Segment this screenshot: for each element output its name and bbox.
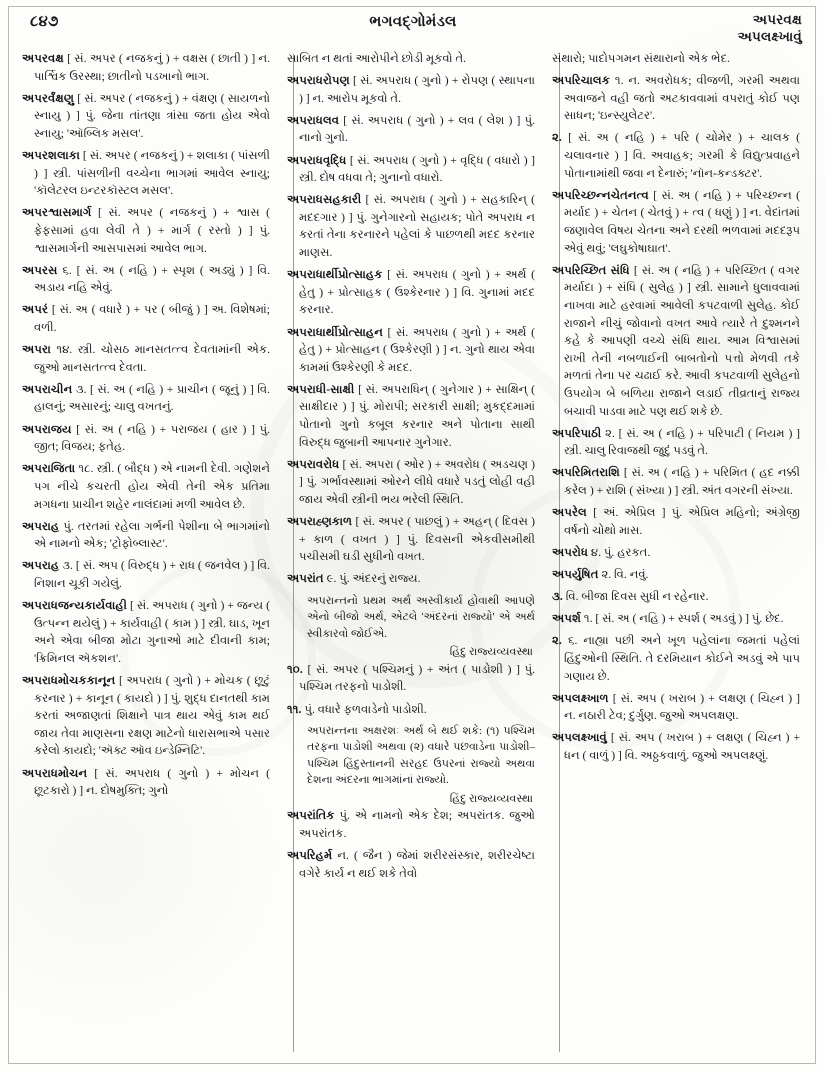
entry-definition: ૩. [ સં. અપ ( વિરુદ્ધ ) + રાધ ( જનવેલ ) ] વિ. નિશાન ચૂકી ગયેલું. xyxy=(34,559,270,590)
dictionary-entry xyxy=(287,72,535,107)
entry-definition: ૨. વિ. નવું. xyxy=(598,567,649,581)
entry-headword: અપરાધાર્થીપ્રોત્સાહન xyxy=(287,325,383,339)
entry-headword: અપરવક્ષ xyxy=(22,52,64,65)
entry-headword: અપરાધજન્યકાર્યવાહી xyxy=(22,599,128,613)
entry-continuation: સંથારો; પાદોપગમન સંથારાનો એક ભેદ. xyxy=(552,52,730,65)
dictionary-entry xyxy=(22,381,270,416)
entry-sense-number: ૨. xyxy=(552,131,562,145)
entry-headword: અપરિચ્છન્નચેતનત્વ xyxy=(552,188,649,202)
dictionary-entry xyxy=(22,262,270,297)
column-2 xyxy=(279,50,544,1055)
dictionary-entry xyxy=(287,570,535,588)
page-number: ૮૪૭ xyxy=(30,14,59,30)
dictionary-entry xyxy=(22,557,270,592)
entry-definition: ૬. [ સં. અ ( નહિ ) + સ્પૃશ ( અડ્યું ) ] વિ. અડાય નહિ એવું. xyxy=(34,263,270,295)
dictionary-entry xyxy=(22,204,270,257)
dictionary-entry xyxy=(287,152,535,187)
entry-headword: અપલક્ષ્ખાળ xyxy=(552,691,609,705)
entry-definition: [ સં. અપર ( નજકનું ) + શ્વાસ ( ફેફસામાં હવા લેવી તે ) + માર્ગ ( રસ્તો ) ] પું. શ્વાસમાર્ગની આસપાસમાં આવેલ ભાગ. xyxy=(34,206,270,255)
entry-definition: વિ. બીજા દિવસ સુધી ન રહેનાર. xyxy=(562,590,709,604)
entry-headword: અપરાધમોચન xyxy=(22,766,88,780)
entry-sense-number: ૩. xyxy=(552,590,563,604)
entry-headword: અપર્શ xyxy=(552,612,581,626)
entry-definition: ૧૮. સ્ત્રી. ( બૌદ્ધ ) એ નામની દેવી. ગણેશને પગ નીચે કચરતી હોય એવી તેની એક પ્રતિમા મગધના પ્રાચીન શહેર નાલંદામાં મળી આવેલ છે. xyxy=(34,462,270,511)
entry-headword: અપરાધાર્થીપ્રોત્સાહક xyxy=(287,268,383,282)
entry-definition: [ સં. અ ( નહિ ) + પરિ ( ચોમેર ) + ચાલક ( ચલાવનાર ) ] વિ. અવાહક; ગરમી કે વિદ્યુત્પ્રવાહને પોતાનામાંથી જવા ન દેનારું; 'નૉન-કન્ડક્ટર'. xyxy=(561,131,800,180)
dictionary-entry xyxy=(552,504,800,539)
dictionary-entry xyxy=(552,610,800,628)
entry-headword: અપરશ્વાસમાર્ગ xyxy=(22,206,92,220)
dictionary-entry xyxy=(22,50,270,85)
entry-definition: પું. વધારે ફળવાડેનો પાડોશી. xyxy=(301,702,427,716)
entry-definition: [ સં. અપ ( ખરાબ ) + લક્ષણ ( ચિહ્ન ) + ધન ( વાળું ) ] વિ. અઠ્ઠકવાળું. જુઓ અપલક્ષ્ણું. xyxy=(564,731,800,762)
entry-headword: અપરિપાઠી xyxy=(552,426,602,440)
dictionary-entry xyxy=(22,147,270,200)
entry-headword: અપરિચ્છિત સંધિ xyxy=(552,263,630,277)
entry-definition: [ સં. અપર ( પાછલું ) + અહન્ ( દિવસ ) + કાળ ( વખત ) ] પું. દિવસની એકવીસમીથી પચીસમી ઘડી સુધીનો વખત. xyxy=(299,515,535,564)
running-head-first-word: અપરવક્ષ xyxy=(752,12,802,27)
entry-headword: અપરાધસહકારી xyxy=(287,193,362,207)
entry-headword: અપરર્વંક્ષણુ xyxy=(22,91,75,105)
entry-definition: [ સં. અપર ( નજકનું ) + વંક્ષણ ( સાયળનો સ્નાયુ ) ] પું. જેના તાંતણા ત્રાંસા જતા હોય એવો સ્નાયુ; 'ઑબ્લિક મસલ'. xyxy=(34,91,270,140)
entry-definition: [ સં. અપ ( ખરાબ ) + લક્ષણ ( ચિહ્ન ) ] ન. નઠારી ટેવ; દુર્ગુણ. જુઓ અપલક્ષણ. xyxy=(564,691,800,723)
dictionary-entry xyxy=(287,807,535,842)
dictionary-entry xyxy=(552,425,800,460)
dictionary-entry xyxy=(22,672,270,760)
dictionary-entry xyxy=(552,690,800,725)
entry-headword: અપરાધલવ xyxy=(287,113,340,127)
dictionary-entry xyxy=(552,729,800,764)
entry-note: અપરાન્તના અક્ષરશઃ અર્થ બે થઈ શકે: (૧) પશ્ચિમ તરફના પાડોશી અથવા (૨) વધારે પછવાડેના પાડોશી–પશ્ચિમ હિંદુસ્તાનની સરહદ ઉપરનાં રાજ્યો અથવા દેશના અંદરના ભાગમાંનાં રાજ્યો. xyxy=(307,724,535,787)
entry-definition: [ સં. અ ( નહિ ) + પરિચ્છિત ( વગર મર્યાદા ) + સંધિ ( સુલેહ ) ] સ્ત્રી. સામાને ધુલાવવામાં નાખવા માટે હરવામાં આવેલી કપટવાળી સુલેહ. કોઈ રાજાને નીચું જોવાનો વખત આવે ત્યારે તે દુશ્મનને કહે કે આપણી વચ્ચે સંધિ થાય. આમ વિશ્વાસમાં રાખી તેની નબળાઈની બાબતોનો પત્તો મેળવી તકે મળતાં તેના પર ચઢાઈ કરે. આવી કપટવાળી સુલેહનો ઉપયોગ બે બળિયા રાજાને લડાઈ તીવ્રતાનું રાજ્ય બચાવી પાડવા માટે પણ થઈ શકે છે. xyxy=(564,263,800,418)
dictionary-entry xyxy=(22,90,270,143)
entry-definition: [ સં. અપરાધ ( ગુનો ) + અર્થ ( હેતુ ) + પ્રોત્સાહન ( ઉશ્કેરણી ) ] ન. ગુનો થાય એવા કામમાં ઉશ્કેરણી કે મદદ. xyxy=(299,325,535,374)
dictionary-entry xyxy=(22,341,270,376)
entry-continuation: સાબિત ન થતાં આરોપીને છોડી મૂકવો તે. xyxy=(287,52,467,65)
entry-headword: અપરાધરોપણ xyxy=(287,74,350,88)
dictionary-entry xyxy=(22,597,270,667)
dictionary-entry xyxy=(552,566,800,584)
entry-definition: ન. ( જૈન ) જેમાં શરીરસંસ્કાર, શરીરચેષ્ટા વગેરે કાર્ય ન થઈ શકે તેવો xyxy=(299,849,535,880)
entry-definition: ૨. [ સં. અ ( નહિ ) + પરિપાટી ( નિયમ ) ] સ્ત્રી. ચાલુ રિવાજથી જુદું પડવું તે. xyxy=(564,426,800,458)
entry-definition: [ સં. અ ( નહિ ) + પરિચ્છન્ન ( મર્યાદ ) + ચેતન ( ચેતવું ) + ત્વ ( ધણું ) ] ન. વેદાંતમાં જણાવેલ વિષય ચેતના અને દરથી ભળવામાં મદદરૂપ એવું થવું; 'લઘુકોષાઘાત'. xyxy=(564,188,800,255)
book-title: ભગવદ્ગોમંડલ xyxy=(369,14,457,30)
entry-headword: અપરેલ xyxy=(552,506,587,520)
entry-headword: અપરાહ xyxy=(22,519,60,533)
dictionary-entry xyxy=(287,324,535,377)
entry-headword: અપરાહ્ણકાળ xyxy=(287,515,353,529)
entry-headword: અપરિચાલક xyxy=(552,74,611,88)
entry-definition: [ સં. અપર ( નજકનું ) + વક્ષસ ( છાતી ) ] ન. પાર્શ્વિક ઉરસ્થા; છાતીનો પડખાનો ભાગ. xyxy=(34,52,270,83)
entry-definition: [ સં. અપરાધ ( ગુનો ) + અર્થ ( હેતુ ) + પ્રોત્સાહક ( ઉશ્કેરનાર ) ] વિ. ગુનામાં મદદ કરનાર. xyxy=(299,268,535,317)
entry-headword: અપરિમિતરાશિ xyxy=(552,466,620,480)
column-3 xyxy=(544,50,809,1055)
entry-definition: [ સં. અ ( નહિ ) + પરિમિત ( હદ નક્કી કરેલ ) + રાશિ ( સંખ્યા ) ] સ્ત્રી. અંત વગરની સંખ્યા. xyxy=(564,466,800,498)
entry-definition: [ સં. અપરાધિન્ ( ગુનેગાર ) + સાક્ષિન્ ( સાક્ષીદાર ) ] પું. મોરાપી; સરકારી સાક્ષી; મુકદ્દમામાં પોતાનો ગુનો કબૂલ કરનાર અને પોતાના સાથી વિરુદ્ધ જુબાની આપનાર ગુનેગાર. xyxy=(299,382,535,449)
dictionary-entry xyxy=(552,187,800,257)
entry-headword: અપરાંતિક xyxy=(287,809,335,823)
entry-headword: અપરાચીન xyxy=(22,382,73,396)
running-head xyxy=(18,12,808,46)
entry-headword: અપરિહર્મ xyxy=(287,849,333,863)
entry-definition: [ સં. અપરાધ ( ગુનો ) + જન્ય ( ઉત્પન્ન થયેલું ) + કાર્યવાહી ( કામ ) ] સ્ત્રી. ઘાડ, ખૂન અને એવા બીજા મોટા ગુનાઓ માટે દીવાની કામ; 'ક્રિમિનલ ઍકશન'. xyxy=(34,599,270,665)
entry-definition: પું. તરતમાં રહેલા ગર્ભની પેશીના બે ભાગમાંનો એ નામનો એક; 'ટ્રોફોબ્લાસ્ટ'. xyxy=(34,519,270,551)
entry-headword: અપરાવરોધ xyxy=(287,457,340,471)
entry-definition: [ સં. અપરાધ ( ગુનો ) + સહકારિન્ ( મદદગાર ) ] પું. ગુનેગારનો સહાયક; પોતે અપરાધ ન કરતાં તેના કરનારને પહેલાં કે પાછળથી મદદ કરનાર માણસ. xyxy=(299,193,535,260)
dictionary-entry xyxy=(552,464,800,499)
entry-headword: અપરં xyxy=(22,303,49,317)
dictionary-entry xyxy=(287,112,535,147)
column-1 xyxy=(14,50,279,1055)
entry-headword: અપરાજિતા xyxy=(22,462,76,476)
entry-headword: અપરાજય xyxy=(22,422,72,436)
entry-definition: [ સં. અપર ( નજકનું ) + શલાકા ( પાંસળી ) ] સ્ત્રી. પાંસળીની વચ્ચેના ભાગમાં આવેલ સ્નાયુ; 'કૉલેટરલ ઇન્ટરકૉસ્ટલ મસલ'. xyxy=(34,149,270,198)
dictionary-entry xyxy=(287,381,535,451)
entry-definition: [ સં. અપરાધ ( ગુનો ) + રોપણ ( સ્થાપના ) ] ન. આરોપ મૂકવો તે. xyxy=(299,74,535,105)
dictionary-entry xyxy=(287,513,535,566)
entry-definition: [ અપરાધ ( ગુનો ) + મોચક ( છૂટું કરનાર ) + કાનૂન ( કાયદો ) ] પું. શુદ્ધ દાનતથી કામ કરતાં અજાણતાં શિક્ષાને પાત્ર થાય એવું કામ થઈ જાય તેવા માણસના રક્ષણ માટેનો ધારાસભાએ પસાર કરેલો કાયદો; 'ઍક્ટ ઑવ ઇન્ડેમ્નિટિ'. xyxy=(34,674,270,758)
entry-headword: અપરાહ xyxy=(22,559,60,573)
entry-definition: ૯. પું. અંદરનું રાજ્ય. xyxy=(323,572,421,586)
dictionary-entry xyxy=(287,456,535,509)
entry-citation-source: હિંદુ રાજ્યવ્યવસ્થા xyxy=(449,646,533,659)
entry-definition: [ સં. અપર ( પશ્ચિમનું ) + અંત ( પાડોશી ) ] પું. પશ્ચિમ તરફનો પાડોશી. xyxy=(299,662,535,694)
dictionary-entry xyxy=(287,191,535,261)
entry-definition: [ સં. અ ( નહિ ) + પરાજય ( હાર ) ] પું. જીત; વિજય; ફતેહ. xyxy=(34,422,270,454)
entry-headword: અપરાધી-સાક્ષી xyxy=(287,382,355,396)
dictionary-entry xyxy=(22,421,270,456)
entry-sense-number: ૧૦. xyxy=(287,662,303,676)
dictionary-entry xyxy=(552,72,800,125)
entry-definition: ૧. ન. અવરોધક; વીજળી, ગરમી અથવા અવાજને વહી જતો અટકાવવામાં વપરાતું કોઈ પણ સાધન; 'ઇન્સ્યુલેટર'. xyxy=(564,74,800,123)
entry-sense-number: ૧૧. xyxy=(287,702,302,716)
dictionary-entry xyxy=(287,847,535,882)
dictionary-entry xyxy=(287,701,535,719)
dictionary-entry xyxy=(552,632,800,685)
dictionary-entry xyxy=(552,129,800,182)
dictionary-entry xyxy=(22,765,270,800)
entry-definition: ૪. પું. હરકત. xyxy=(588,545,651,559)
entry-headword: અપરા xyxy=(22,343,51,357)
entry-headword: અપરોધ xyxy=(552,545,589,559)
running-head-keywords xyxy=(738,12,802,46)
dictionary-entry xyxy=(22,460,270,513)
entry-headword: અપરાધવૃદ્ધિ xyxy=(287,153,347,167)
dictionary-entry xyxy=(552,262,800,420)
entry-definition: ૩. [ સં. અ ( નહિ ) + પ્રાચીન ( જૂનું ) ] વિ. હાલનું; અસારનું; ચાલુ વખતનું. xyxy=(34,382,270,414)
entry-citation-source: હિંદુ રાજ્યવ્યવસ્થા xyxy=(449,792,533,805)
entry-sense-number: ૨. xyxy=(552,634,562,648)
entry-headword: અપર્યુષિત xyxy=(552,567,599,581)
dictionary-entry xyxy=(552,588,800,606)
entry-definition: [ સં. અપરાધ ( ગુનો ) + વૃદ્ધિ ( વધારો ) ] સ્ત્રી. દોષ વધવા તે; ગુનાનો વધારો. xyxy=(299,153,535,185)
entry-headword: અપરાંત xyxy=(287,572,324,586)
dictionary-entry xyxy=(22,518,270,553)
dictionary-entry xyxy=(287,266,535,319)
entry-note: અપરાન્તનો પ્રથમ અર્થ અસ્વીકાર્ય હોવાથી આપણે એનો બીજો અર્થ, એટલે 'અંદરનાં રાજ્યો' એ અર્થ સ્વીકારવો જોઈએ. xyxy=(307,594,535,640)
entry-definition: [ સં. અ ( વધારે ) + પર ( બીજું ) ] અ. વિશેષમાં; વળી. xyxy=(34,303,270,335)
entry-headword: અપલક્ષ્ખાવું xyxy=(552,731,607,745)
entry-headword: અપરસ xyxy=(22,263,58,277)
text-columns xyxy=(14,50,810,1055)
entry-definition: [ સં. અપરા ( ઓર ) + અવરોધ ( અડચણ ) ] પું. ગર્ભાવસ્થામાં ઓરને લીધે વધારે પડતું લોહી વહી જાય એવી સ્ત્રીની ભય ભરેલી સ્થિતિ. xyxy=(299,457,535,507)
dictionary-entry xyxy=(552,544,800,562)
entry-headword: અપરાધમોચકકાનૂન xyxy=(22,674,116,687)
entry-definition: ૧૪. સ્ત્રી. ચોસઠ માનસતત્ત્વ દેવતામાંની એક. જુઓ માનસતત્ત્વ દેવતા. xyxy=(34,343,270,374)
entry-definition: [ સં. અપરાધ ( ગુનો ) + લવ ( લેશ ) ] પું. નાનો ગુનો. xyxy=(299,113,535,145)
dictionary-entry xyxy=(287,661,535,696)
running-head-last-word: અપલક્ષ્ખાવું xyxy=(737,28,802,44)
entry-definition: પું. એ નામનો એક દેશ; અપરાંતક. જુઓ અપરાંતક. xyxy=(299,809,535,840)
entry-definition: ૬. નાહ્યા પછી અને ખૂળ પહેલાંના જમતાં પહેલાં હિંદુઓની સ્થિતિ. તે દરમિયાન કોઈને અડવું એ પાપ ગણાય છે. xyxy=(561,634,800,683)
entry-definition: [ અં. એપ્રિલ ] પું. એપ્રિલ મહિનો; અંગ્રેજી વર્ષનો ચોથો માસ. xyxy=(564,506,800,537)
entry-definition: [ સં. અપરાધ ( ગુનો ) + મોચન ( છૂટકારો ) ] ન. દોષમુક્તિ; ગુનો xyxy=(34,766,270,798)
entry-headword: અપરશલાકા xyxy=(22,149,80,163)
entry-definition: ૧. [ સં. અ ( નહિ ) + સ્પર્શ ( અડવું ) ] પું. છેદ. xyxy=(581,612,784,626)
dictionary-entry xyxy=(22,301,270,336)
